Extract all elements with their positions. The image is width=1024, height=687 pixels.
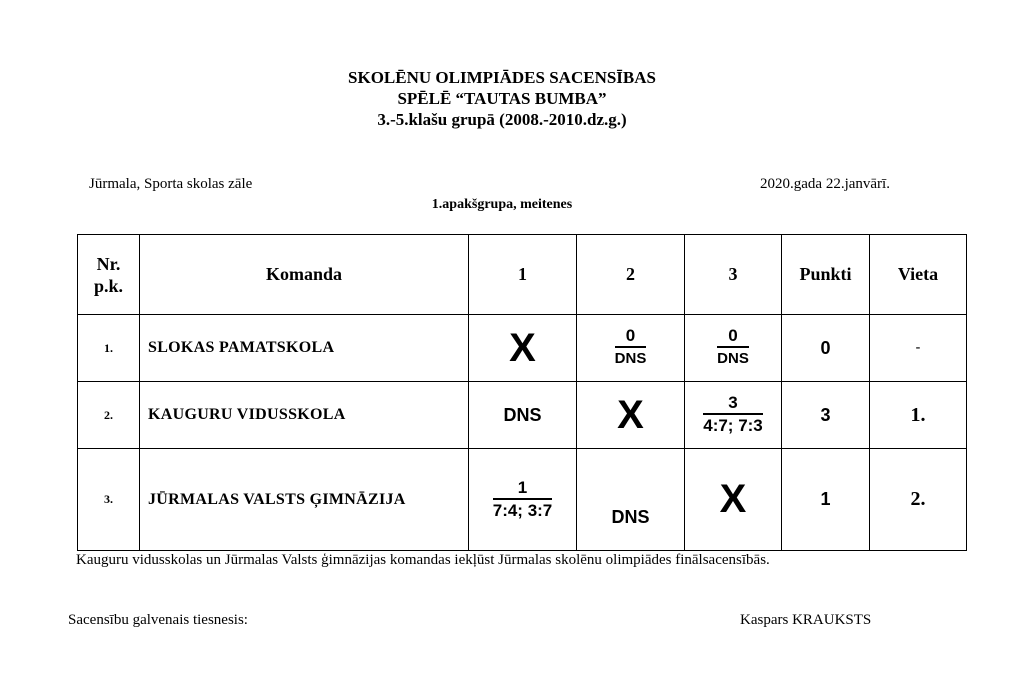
total-points: 0: [782, 315, 870, 382]
table-header-row: [78, 235, 967, 315]
row-number: 3.: [78, 449, 140, 551]
result-cell: [577, 315, 685, 382]
doc-title-line3: 3.-5.klašu grupā (2008.-2010.dz.g.): [377, 110, 627, 129]
total-points: 1: [782, 449, 870, 551]
result-points: 1: [493, 478, 553, 500]
table-row: [78, 449, 967, 551]
row-number: 1.: [78, 315, 140, 382]
venue-text: Jūrmala, Sporta skolas zāle: [89, 176, 253, 192]
total-points: 3: [782, 382, 870, 449]
header-place: Vieta: [870, 235, 967, 315]
table-edge-mark: [966, 380, 967, 396]
result-points: 0: [717, 326, 749, 348]
result-points: 3: [703, 393, 763, 415]
header-nr-line1: Nr.: [96, 253, 121, 274]
self-match-mark: X: [617, 392, 644, 437]
team-name: SLOKAS PAMATSKOLA: [140, 315, 469, 382]
result-fraction: [717, 326, 749, 370]
doc-title-line1: SKOLĒNU OLIMPIĀDES SACENSĪBAS: [348, 68, 656, 87]
result-score: 4:7; 7:3: [703, 416, 763, 435]
qualification-note: Kauguru vidusskolas un Jūrmalas Valsts ģimnāzijas komandas iekļūst Jūrmalas skolēnu olimpiādes finālsacensībās.: [76, 552, 770, 568]
judge-name: Kaspars KRAUKSTS: [740, 612, 872, 628]
result-cell: [577, 382, 685, 449]
final-place: -: [870, 315, 967, 382]
doc-title-line2: SPĒLĒ “TAUTAS BUMBA”: [397, 89, 607, 108]
table-row: [78, 315, 967, 382]
result-cell: DNS: [469, 382, 577, 449]
result-cell: DNS: [577, 449, 685, 551]
result-cell: [685, 449, 782, 551]
result-score: 7:4; 3:7: [492, 500, 553, 520]
subgroup-title: 1.apakšgrupa, meitenes: [431, 197, 573, 212]
team-name: JŪRMALAS VALSTS ĢIMNĀZIJA: [140, 449, 469, 551]
result-cell: [469, 449, 577, 551]
result-score: DNS: [614, 350, 647, 367]
team-name: KAUGURU VIDUSSKOLA: [140, 382, 469, 449]
result-fraction: [493, 478, 553, 522]
header-nr: [78, 235, 140, 315]
self-match-mark: X: [719, 477, 747, 521]
result-cell: [469, 315, 577, 382]
header-col-1: 1: [469, 235, 577, 315]
result-points: 0: [615, 326, 647, 348]
result-fraction: [615, 326, 647, 370]
result-cell: [685, 382, 782, 449]
table-row: [78, 382, 967, 449]
self-match-mark: X: [509, 325, 536, 370]
date-text: 2020.gada 22.janvārī.: [760, 176, 890, 192]
header-col-3: 3: [685, 235, 782, 315]
header-col-2: 2: [577, 235, 685, 315]
row-number: 2.: [78, 382, 140, 449]
result-fraction: [703, 393, 763, 437]
header-points: Punkti: [782, 235, 870, 315]
header-nr-line2: p.k.: [93, 275, 124, 296]
final-place: 1.: [870, 382, 967, 449]
final-place: 2.: [870, 449, 967, 551]
result-score: DNS: [717, 350, 749, 367]
judge-label: Sacensību galvenais tiesnesis:: [68, 612, 248, 628]
header-team: Komanda: [140, 235, 469, 315]
result-cell: [685, 315, 782, 382]
results-table: [77, 234, 967, 551]
